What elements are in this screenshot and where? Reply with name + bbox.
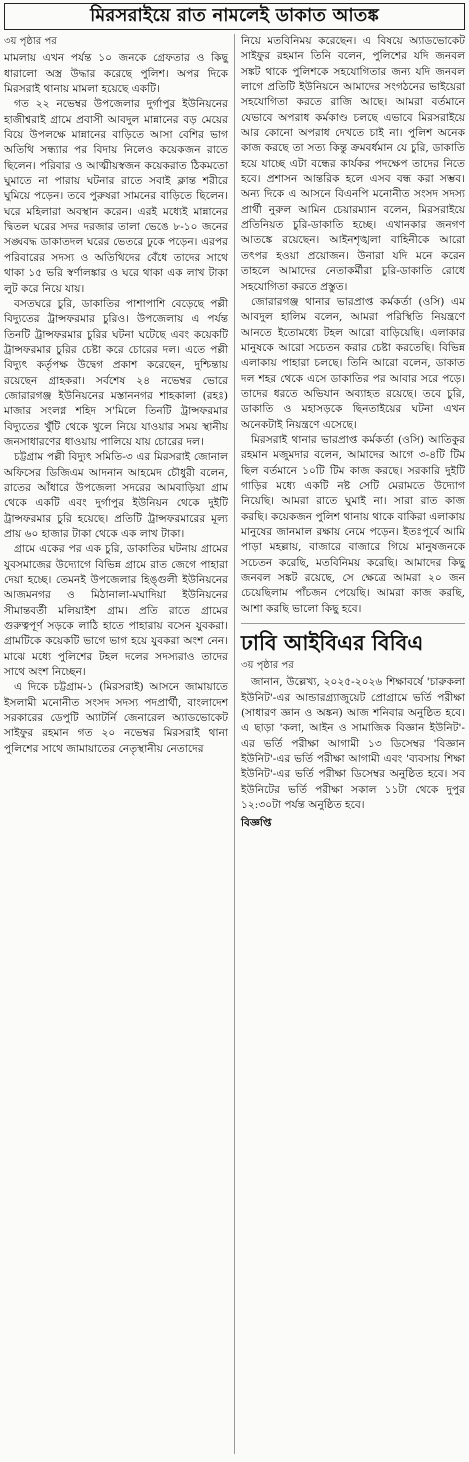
article-paragraph: জোরারগঞ্জ থানার ভারপ্রাপ্ত কর্মকর্তা (ওসি) এম আবদুল হালিম বলেন, আমরা পরিস্থিতি নিয়ন্ত্রণে আনতে ইতোমধ্যে টহল আরো বাড়িয়েছি। এলাকার মানুষকে আরো সচেতন করার চেষ্টা করতেছি। বিভিন্ন এলাকায় পাহারা চলছে। তিনি আরো বলেন, ডাকাত দল শহর থেকে এসে ডাকাতির পর আবার সরে পড়ে। তাদের ধরতে অভিযান অব্যাহত রয়েছে। তবে চুরি, ডাকাতি ও মহাসড়কে ছিনতাইয়ের ঘটনা এখন অনেকটাই নিয়ন্ত্রণে এসেছে। <box>241 295 465 431</box>
article-paragraph: গ্রামে একের পর এক চুরি, ডাকাতির ঘটনায় গ্রামের যুবসমাজের উদ্যোগে বিভিন্ন গ্রামে রাত জেগে পাহারা দেয়া হচ্ছে। তেমনই উপজেলার হিঙ্গুলী ইউনিয়নের আজমনগর ও মিঠানালা-মঘাদিয়া ইউনিয়নের সীমান্তবর্তী মলিয়াইশ গ্রাম। প্রতি রাতে গ্রামের গুরুত্বপূর্ণ সড়কে লাঠি হাতে পাহারায় বসেন যুবকরা। গ্রামটিকে কয়েকটি ভাগে ভাগ হয়ে যুবকরা অংশ নেন। মাঝে মধ্যে পুলিশের টহল দলের সদস্যরাও তাদের সাথে অংশ নিচ্ছেন। <box>4 543 228 679</box>
article-paragraph: গত ২২ নভেম্বর উপজেলার দুর্গাপুর ইউনিয়নের হাজীশ্বরাই গ্রামে প্রবাসী আবদুল মান্নানের বড় মেয়ের বিয়ে উপলক্ষে মান্নানের বাড়িতে আসা বেশির ভাগ অতিথি সন্ধ্যার পর বিদায় নিলেও কয়েকজন রাতে ছিলেন। পরিবার ও আত্মীয়স্বজন কয়েকরাত ঠিকমতো ঘুমাতে না পারায় ঘটনার রাতে সবাই ক্লান্ত শরীরে ঘুমিয়ে পড়েন। তবে পুরুষরা সামনের বাড়িতে ছিলেন। ঘরে মহিলারা অবস্থান করেন। এরই মধ্যেই মান্নানের দ্বিতল ঘরের সদর দরজার তালা ভেঙে ৮-১০ জনের সঙ্ঘবদ্ধ ডাকাতদল ঘরের ভেতরে ঢুকে পড়েন। এরপর পরিবারের সদস্য ও অতিথিদের বেঁধে তাদের সাথে থাকা ১৫ ভরি স্বর্ণালঙ্কার ও ঘরে থাকা এক লাখ টাকা লুট করে নিয়ে যায়। <box>4 98 228 295</box>
article-paragraph: নিয়ে মতবিনিময় করেছেন। এ বিষয়ে অ্যাডভোকেট সাইফুর রহমান তিনি বলেন, পুলিশের যদি জনবল সঙ্কট থাকে পুলিশকে সহযোগিতার জন্য যদি জনবল লাগে প্রতিটি ইউনিয়নে আমাদের সংগঠনের ভাইয়েরা সহযোগিতা করতে রাজি আছে। আমরা বর্তমানে যেভাবে অপরাধ কর্মকাণ্ড চলছে এভাবে মিরসরাইয়ে আর কোনো অপরাধ দেখতে চাই না। পুলিশ অনেক কাজ করছে তা সত্য কিন্তু ক্রমবর্ধমান যে চুরি, ডাকাতি হয়ে যাচ্ছে এটা বন্ধের কার্যকর পদক্ষেপ তাদের নিতে হবে। প্রশাসন আন্তরিক হলে এসব বন্ধ করা সম্ভব। অন্য দিকে এ আসনে বিএনপি মনোনীত সংসদ সদস্য প্রার্থী নুরুল আমিন চেয়ারম্যান বলেন, মিরসরাইয়ে প্রতিনিয়ত চুরি-ডাকাতি হচ্ছে। এখানকার জনগণ আতঙ্কে রয়েছেন। আইনশৃঙ্খলা বাহিনীকে আরো তৎপর হওয়া প্রয়োজন। উনারা যদি মনে করেন তাহলে আমাদের নেতাকর্মীরা চুরি-ডাকাতি রোধে সহযোগিতা করতে প্রস্তুত। <box>241 35 465 293</box>
article-column-right <box>241 34 465 831</box>
article-paragraph: মিরসরাই থানার ভারপ্রাপ্ত কর্মকর্তা (ওসি) আতিকুর রহমান মজুমদার বলেন, আমাদের আগে ৩-৪টি টিম ছিল বর্তমানে ১০টি টিম কাজ করছে। সরকারি দুইটি গাড়ির মধ্যে একটি নষ্ট সেটি মেরামতে উদ্যোগ নিয়েছি। আমরা রাতে ঘুমাই না। সারা রাত কাজ করছি। কয়েকজন পুলিশ থানায় থাকে বাকিরা এলাকায় মানুষের জানমাল রক্ষায় নেমে পড়েন। ইতঃপূর্বে আমি পাড়া মহল্লায়, বাজারে বাজারে গিয়ে মানুষজনকে সচেতন করেছি, মতবিনিময় করেছি। আমাদের কিছু জনবল সঙ্কট রয়েছে, সে ক্ষেত্রে আমরা ২০ জন চেয়েছিলাম পাঁচজন পেয়েছি। আমরা কাজ করছি, আশা করছি ভালো কিছু হবে। <box>241 433 465 615</box>
article-paragraph: মামলায় এখন পর্যন্ত ১০ জনকে গ্রেফতার ও কিছু ধারালো অস্ত্র উদ্ধার করেছে পুলিশ। অপর দিকে মিরসরাই থানায় মামলা হয়েছে একটি। <box>4 52 228 96</box>
second-article-headline: ঢাবি আইবিএর বিবিএ <box>241 631 424 656</box>
article-column-left <box>4 34 228 757</box>
article-paragraph: জানান, উল্লেখ্য, ২০২৫-২০২৬ শিক্ষাবর্ষে 'চারুকলা ইউনিট'-এর আন্ডারগ্র্যাজুয়েট প্রোগ্রামে ভর্তি পরীক্ষা (সাধারণ জ্ঞান ও অঙ্কন) আজ শনিবার অনুষ্ঠিত হবে। এ ছাড়া 'কলা, আইন ও সামাজিক বিজ্ঞান ইউনিট'-এর ভর্তি পরীক্ষা আগামী ১৩ ডিসেম্বর 'বিজ্ঞান ইউনিট'-এর ভর্তি পরীক্ষা আগামী এবং 'ব্যবসায় শিক্ষা ইউনিট'-এর ভর্তি পরীক্ষা ডিসেম্বর অনুষ্ঠিত হবে। সব ইউনিটের ভর্তি পরীক্ষা সকাল ১১টা থেকে দুপুর ১২:৩০টা পর্যন্ত অনুষ্ঠিত হবে। <box>241 676 465 812</box>
article-paragraph: বসতঘরে চুরি, ডাকাতির পাশাপাশি বেড়েছে পল্লী বিদ্যুতের ট্রান্সফরমার চুরিও। উপজেলায় এ পর্যন্ত তিনটি ট্রান্সফরমার চুরির ঘটনা ঘটেছে এবং কয়েকটি ট্রান্সফরমার চুরির চেষ্টা করে চোরের দল। এতে পল্লী বিদ্যুৎ কর্তৃপক্ষ উদ্বেগ প্রকাশ করেছেন, দুশ্চিন্তায় রয়েছেন গ্রাহকরা। সর্বশেষ ২৪ নভেম্বর ভোরে জোরারগঞ্জ ইউনিয়নের মস্তাননগর শাহকালা (রহঃ) মাজার সংলগ্ন শহিদ স'মিলে তিনটি ট্রান্সফরমার বিদ্যুতের খুঁটি থেকে খুলে নিয়ে যাওয়ার সময় স্থানীয় জনসাধারণের ধাওয়ায় পালিয়ে যায় চোরের দল। <box>4 297 228 448</box>
continued-label: ৩য় পৃষ্ঠার পর <box>4 36 57 47</box>
article-paragraph: চট্টগ্রাম পল্লী বিদ্যুৎ সমিতি-৩ এর মিরসরাই জোনাল অফিসের ডিজিএম আদনান আহমেদ চৌধুরী বলেন, রাতের আঁধারে উপজেলা সদরের আমবাড়িয়া গ্রাম থেকে একটি এবং দুর্গাপুর ইউনিয়ন থেকে দুইটি ট্রান্সফরমার চুরি হয়েছে। প্রতিটি ট্রান্সফরমারের মূল্য প্রায় ৬০ হাজার টাকা থেকে এক লাখ টাকা। <box>4 451 228 540</box>
column-divider <box>234 34 235 1454</box>
second-article <box>241 623 465 831</box>
signature: বিজ্ঞপ্তি <box>241 816 272 829</box>
continued-label: ৩য় পৃষ্ঠার পর <box>241 660 294 672</box>
article-paragraph: এ দিকে চট্টগ্রাম-১ (মিরসরাই) আসনে জামায়াতে ইসলামী মনোনীত সংসদ সদস্য পদপ্রার্থী, বাংলাদেশ সরকারের ডেপুটি অ্যাটর্নি জেনারেল অ্যাডভোকেট সাইফুর রহমান গত ২০ নভেম্বর মিরসরাই থানা পুলিশের সাথে জামায়াতের নেতৃস্থানীয় নেতাদের <box>4 681 228 755</box>
headline: মিরসরাইয়ে রাত নামলেই ডাকাত আতঙ্ক <box>4 3 465 30</box>
